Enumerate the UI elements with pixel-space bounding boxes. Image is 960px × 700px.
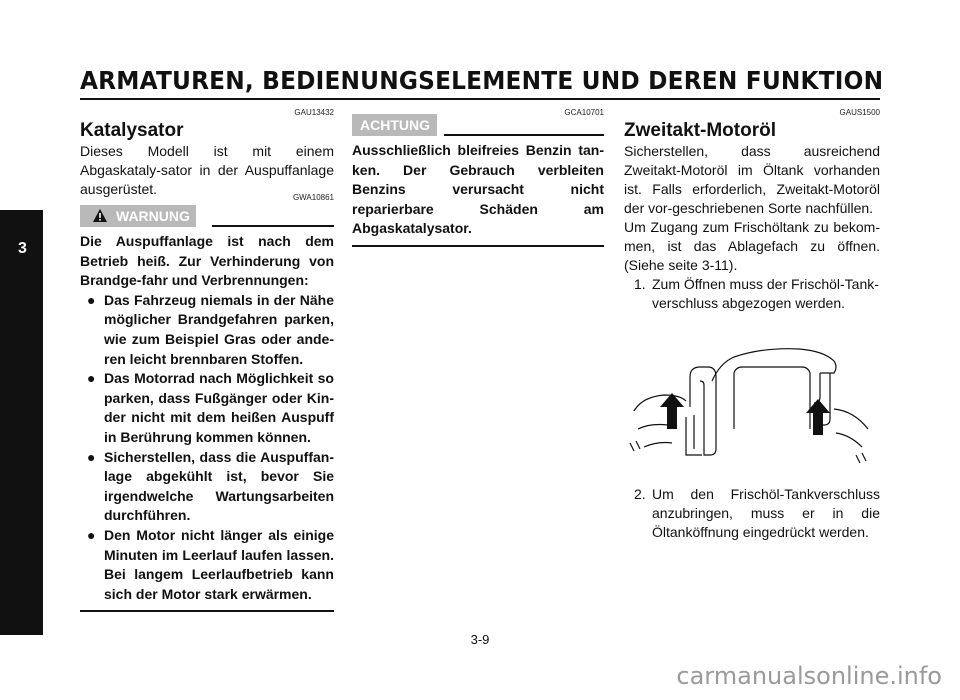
bullet-text: Das Fahrzeug niemals in der Nähe möglicher Brandgefahren parken, wie zum Beispiel Gras oder ande-ren leicht brennbaren Stoffen. <box>104 291 334 367</box>
column-two-stroke-oil <box>624 108 880 542</box>
step-number: 1. <box>634 276 646 292</box>
warning-bullet: ● Sicherstellen, dass die Auspuffan-lage abgekühlt ist, bevor Sie irgendwelche Wartungsarbeiten durchführen. <box>87 448 334 524</box>
tank-cap-drawing <box>624 337 880 467</box>
warning-code: GWA10861 <box>292 193 334 202</box>
warning-triangle-icon <box>93 209 107 222</box>
caution-label: ACHTUNG <box>360 117 430 133</box>
caution-badge <box>352 114 437 136</box>
oil-steps-list <box>624 275 880 313</box>
warning-rule <box>212 225 334 227</box>
page-header-title: ARMATUREN, BEDIENUNGSELEMENTE UND DEREN FUNKTION <box>80 66 884 95</box>
step-text: Um den Frischöl-Tankverschluss anzubringen, muss er in die Öltanköffnung eingedrückt werden. <box>652 486 880 540</box>
catalyst-intro: Dieses Modell ist mit einem Abgaskataly-sator in der Auspuffanlage ausgerüstet. <box>80 143 334 197</box>
column-caution <box>352 108 604 247</box>
step-item <box>624 485 880 542</box>
page-number: 3-9 <box>470 632 490 647</box>
section-heading-oil: Zweitakt-Motoröl <box>624 120 776 141</box>
step-number: 2. <box>634 486 646 502</box>
caution-end-rule <box>352 245 604 247</box>
warning-end-rule <box>80 610 334 612</box>
oil-steps-list-2 <box>624 485 880 542</box>
bullet-text: Den Motor nicht länger als einige Minuten im Leerlauf laufen lassen. Bei langem Leerlaufbetrieb kann sich der Motor stark erwärmen. <box>104 526 334 602</box>
caution-text: Ausschließlich bleifreies Benzin tan-ken. Der Gebrauch verbleiten Benzins verursacht nicht reparierbare Schäden am Abgaskatalysator. <box>352 142 604 237</box>
oil-paragraph-2: Um Zugang zum Frischöltank zu bekom-men, ist das Ablagefach zu öffnen. (Siehe seite 3-11). <box>624 219 880 273</box>
chapter-number: 3 <box>18 240 27 257</box>
warning-badge <box>80 205 196 227</box>
bullet-text: Sicherstellen, dass die Auspuffan-lage abgekühlt ist, bevor Sie irgendwelche Wartungsarbeiten durchführen. <box>104 448 334 524</box>
step-text: Zum Öffnen muss der Frischöl-Tank-verschluss abgezogen werden. <box>652 276 879 311</box>
section-heading-catalyst: Katalysator <box>80 120 184 141</box>
warning-lead: Die Auspuffanlage ist nach dem Betrieb heiß. Zur Verhinderung von Brandge-fahr und Verbrennungen: <box>80 233 334 289</box>
section-code: GAUS1500 <box>839 108 880 117</box>
warning-bullet: ● Das Motorrad nach Möglichkeit so parken, dass Fußgänger oder Kin-der nicht mit dem heißen Auspuff in Berührung kommen können. <box>87 370 334 445</box>
warning-bullet: ● Den Motor nicht länger als einige Minuten im Leerlauf laufen lassen. Bei langem Leerlaufbetrieb kann sich der Motor stark erwärmen. <box>87 526 334 602</box>
column-catalyst <box>80 108 334 612</box>
caution-code: GCA10701 <box>564 108 604 117</box>
step-item <box>624 275 880 313</box>
watermark: carmanualsonline.info <box>676 662 942 690</box>
chapter-side-tab <box>0 210 43 635</box>
oil-paragraph-1: Sicherstellen, dass ausreichend Zweitakt-Motoröl im Öltank vorhanden ist. Falls erforderlich, Zweitakt-Motoröl der vor-geschriebenen Sorte nachfüllen. <box>624 143 880 216</box>
caution-rule <box>444 134 604 136</box>
tank-cap-illustration <box>624 337 880 467</box>
warning-header <box>80 205 334 232</box>
section-code: GAU13432 <box>294 108 334 117</box>
warning-label: WARNUNG <box>116 208 190 224</box>
warning-bullet: ● Das Fahrzeug niemals in der Nähe möglicher Brandgefahren parken, wie zum Beispiel Gras oder ande-ren leicht brennbaren Stoffen. <box>87 291 334 367</box>
header-rule <box>80 98 880 100</box>
bullet-text: Das Motorrad nach Möglichkeit so parken, dass Fußgänger oder Kin-der nicht mit dem heißen Auspuff in Berührung kommen können. <box>104 370 334 445</box>
caution-header <box>352 114 604 141</box>
